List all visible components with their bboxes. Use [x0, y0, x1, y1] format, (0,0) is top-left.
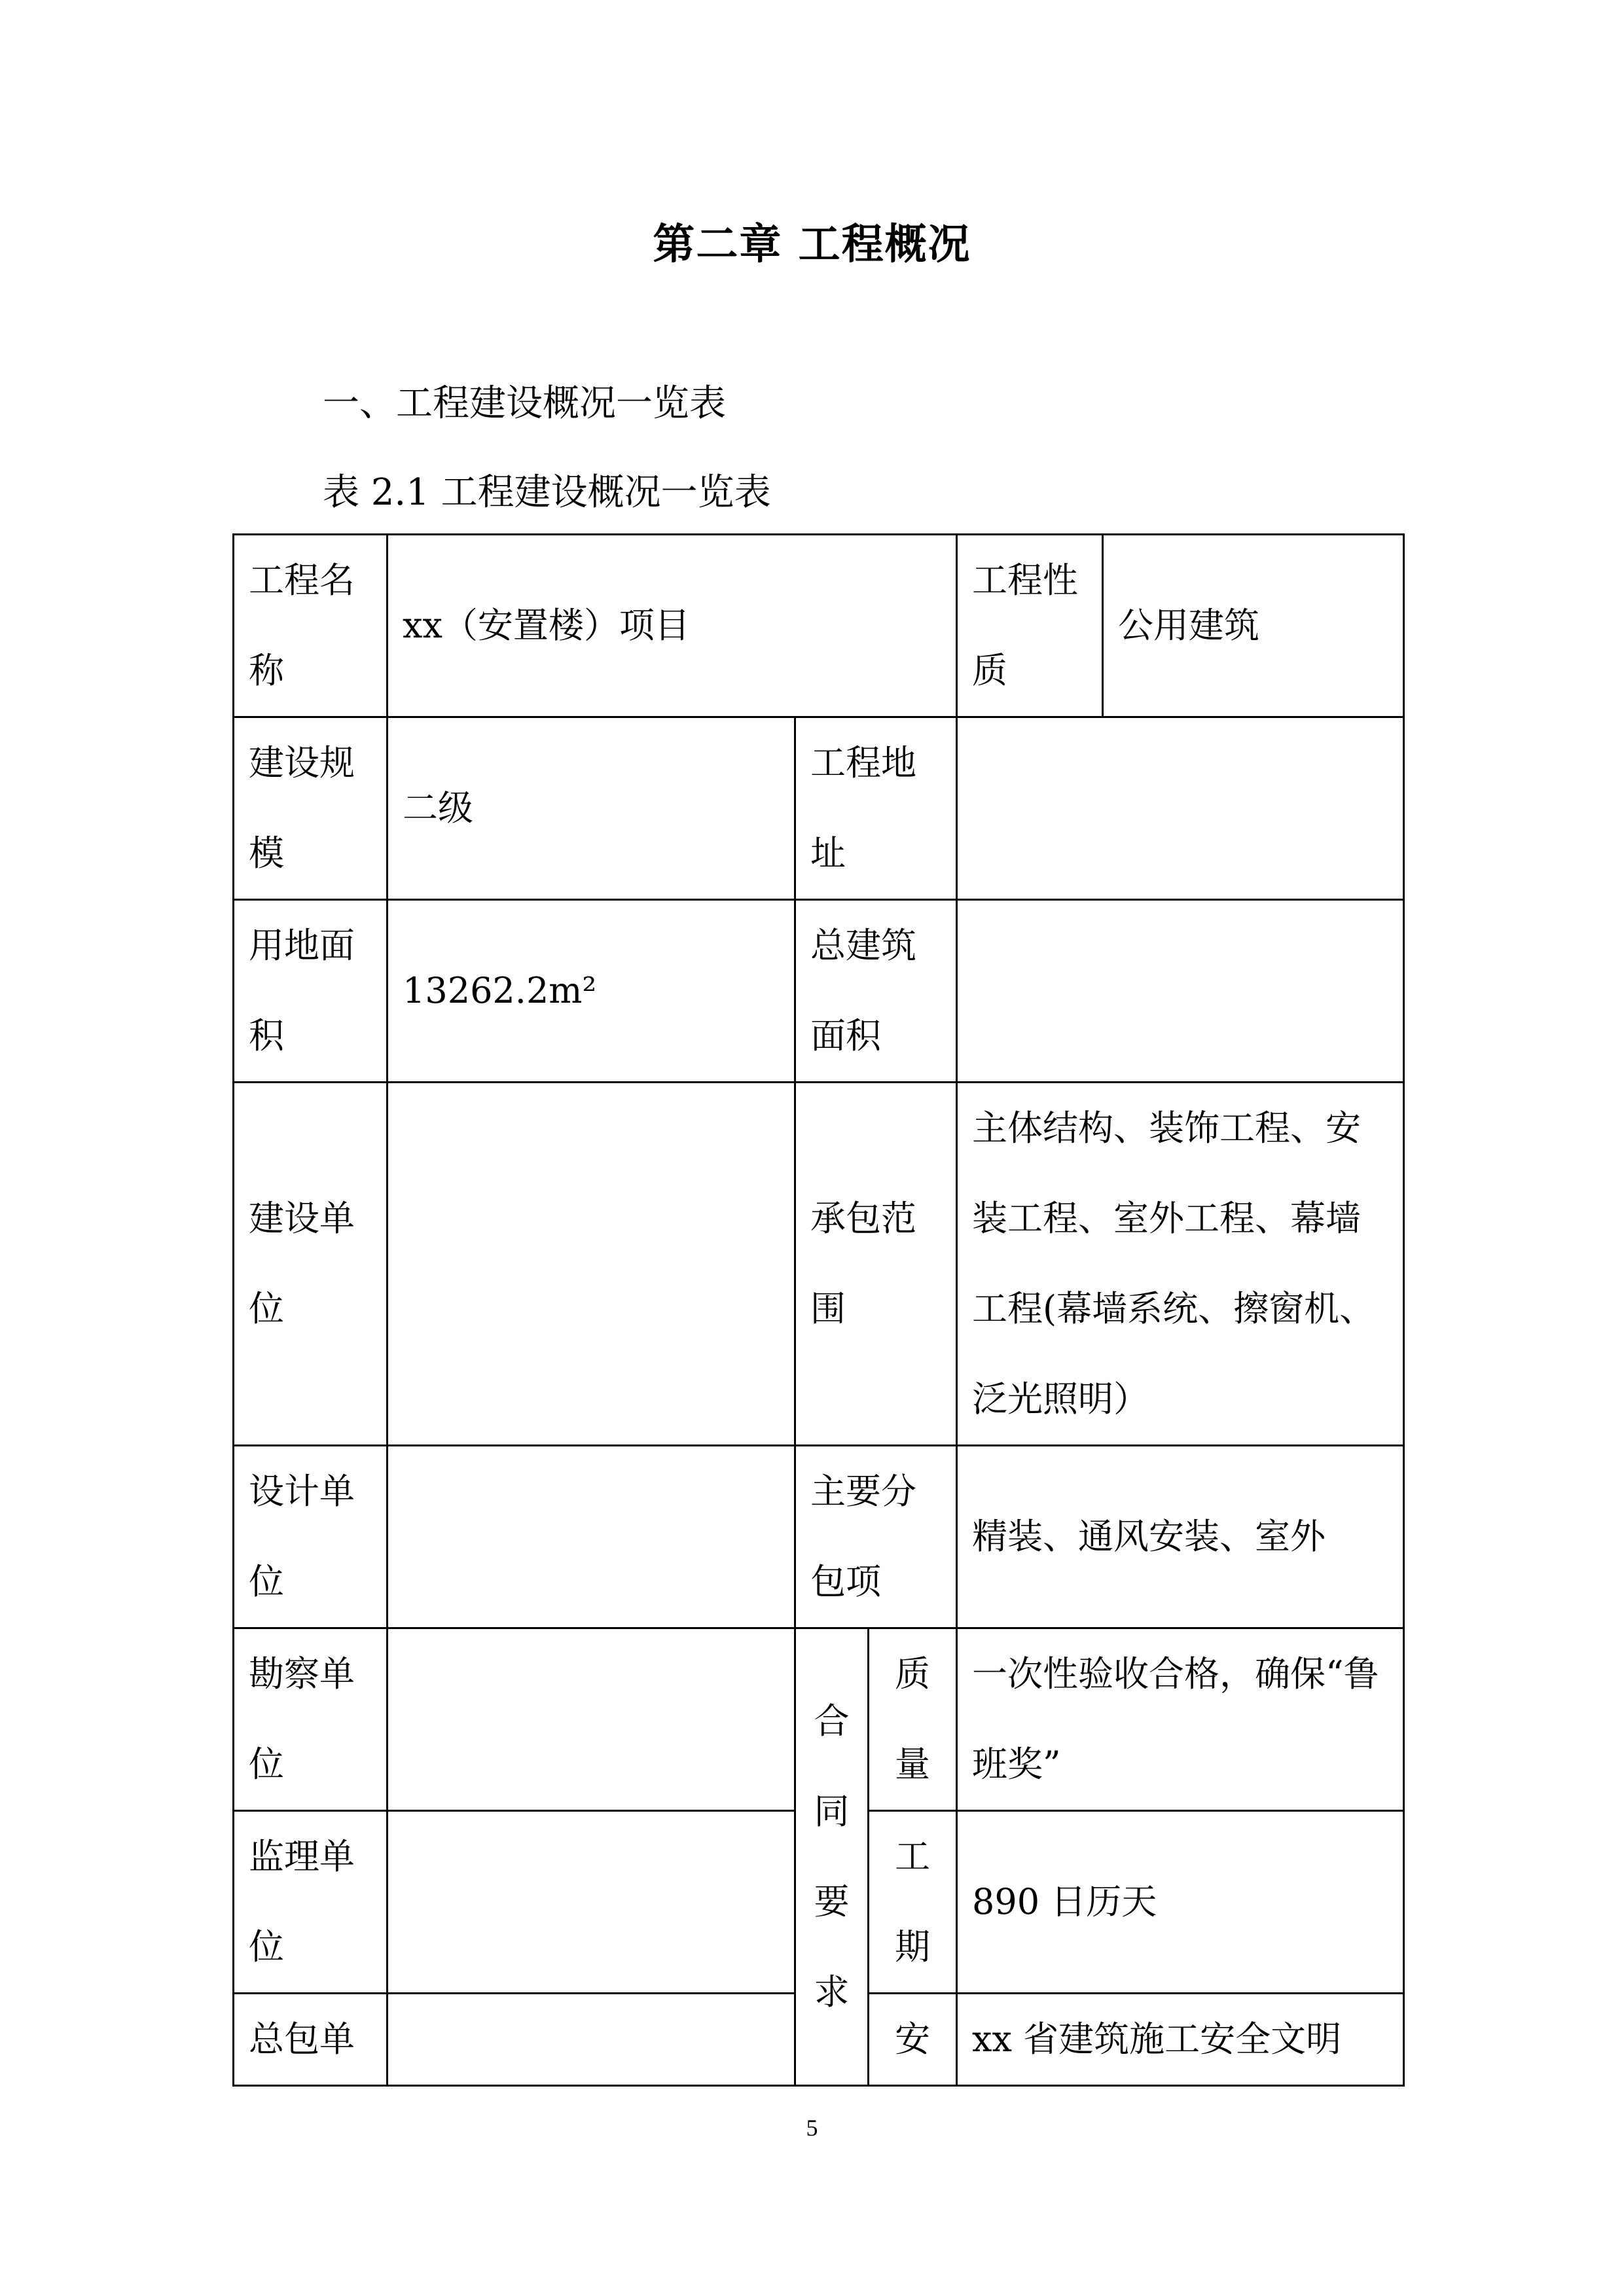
land-area-label: 用地面积: [234, 900, 388, 1083]
duration-value: 890 日历天: [957, 1811, 1404, 1994]
table-row: [234, 1628, 1404, 1811]
survey-label: 勘察单位: [234, 1628, 388, 1811]
address-value: [957, 717, 1404, 900]
contractor-label: 总包单: [234, 1994, 388, 2086]
total-area-value: [957, 900, 1404, 1083]
table-caption: 表 2.1 工程建设概况一览表: [323, 471, 771, 514]
subcontract-value: 精装、通风安装、室外: [957, 1446, 1404, 1628]
project-name-value: xx（安置楼）项目: [388, 535, 957, 717]
project-nature-label: 工程性质: [957, 535, 1103, 717]
supervisor-label: 监理单位: [234, 1811, 388, 1994]
table-row: [234, 717, 1404, 900]
project-overview-table: [232, 533, 1405, 2087]
designer-label: 设计单位: [234, 1446, 388, 1628]
duration-label: 工期: [869, 1811, 957, 1994]
contractor-value: [388, 1994, 795, 2086]
address-label: 工程地址: [795, 717, 957, 900]
scale-value: 二级: [388, 717, 795, 900]
total-area-label: 总建筑面积: [795, 900, 957, 1083]
designer-value: [388, 1446, 795, 1628]
supervisor-value: [388, 1811, 795, 1994]
table-row: [234, 900, 1404, 1083]
section-heading: 一、工程建设概况一览表: [323, 382, 726, 425]
table-row: [234, 1083, 1404, 1446]
scope-label: 承包范围: [795, 1083, 957, 1446]
table-row: [234, 535, 1404, 717]
developer-label: 建设单位: [234, 1083, 388, 1446]
survey-value: [388, 1628, 795, 1811]
quality-value: 一次性验收合格，确保“鲁班奖”: [957, 1628, 1404, 1811]
developer-value: [388, 1083, 795, 1446]
project-name-label: 工程名称: [234, 535, 388, 717]
project-nature-value: 公用建筑: [1103, 535, 1404, 717]
safety-value: xx 省建筑施工安全文明: [957, 1994, 1404, 2086]
quality-label: 质量: [869, 1628, 957, 1811]
contract-requirements-label: 合同要求: [795, 1628, 869, 2086]
chapter-title: 第二章 工程概况: [653, 221, 971, 269]
land-area-value: 13262.2m²: [388, 900, 795, 1083]
safety-label: 安: [869, 1994, 957, 2086]
page-number: 5: [806, 2115, 818, 2141]
subcontract-label: 主要分包项: [795, 1446, 957, 1628]
table-row: [234, 1446, 1404, 1628]
scale-label: 建设规模: [234, 717, 388, 900]
scope-value: 主体结构、装饰工程、安装工程、室外工程、幕墙工程(幕墙系统、擦窗机、泛光照明）: [957, 1083, 1404, 1446]
